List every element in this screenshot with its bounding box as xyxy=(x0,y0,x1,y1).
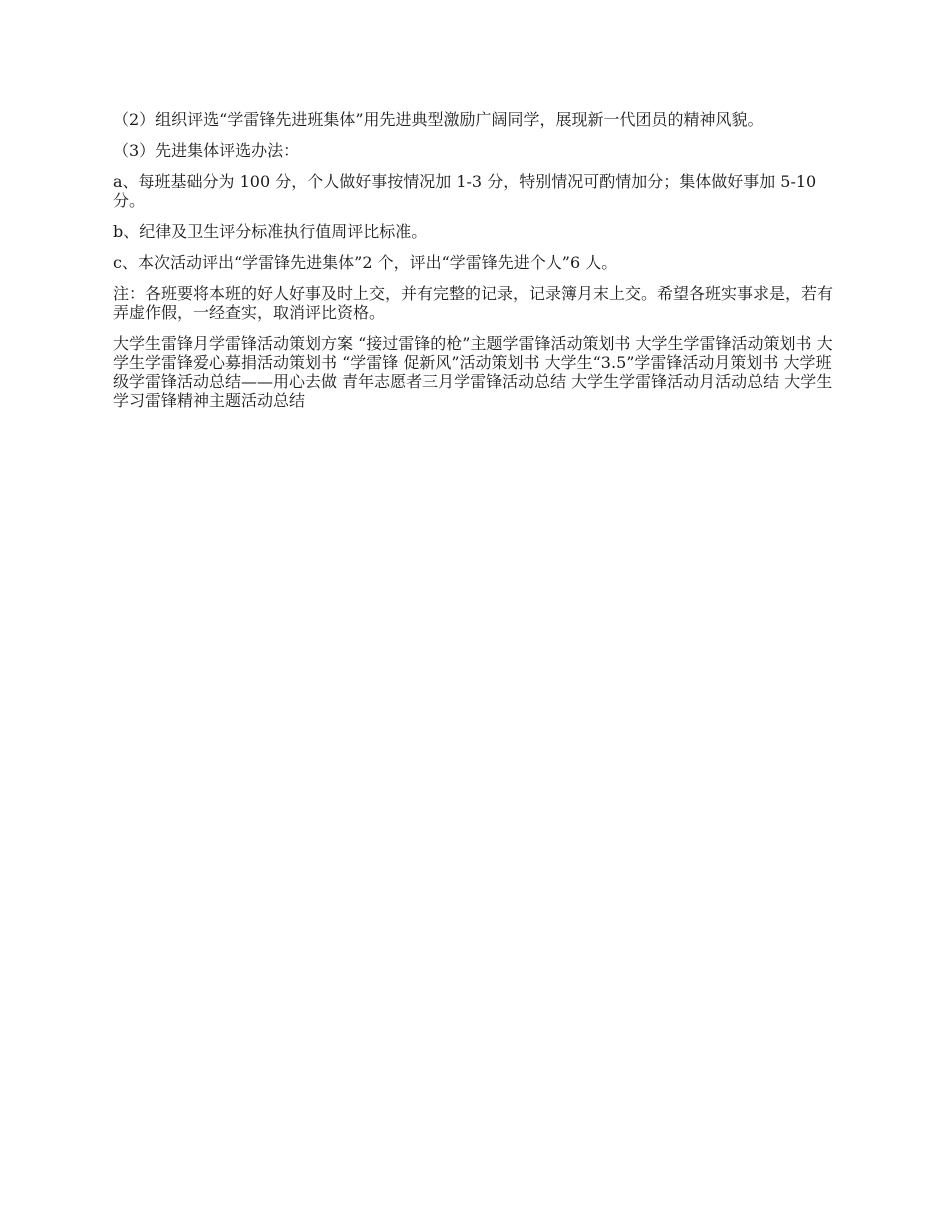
paragraph-related-titles: 大学生雷锋月学雷锋活动策划方案 “接过雷锋的枪”主题学雷锋活动策划书 大学生学雷锋活动策划书 大学生学雷锋爱心募捐活动策划书 “学雷锋 促新风”活动策划书 大学生“3.5”学雷锋活动月策划书 大学班级学雷锋活动总结——用心去做 青年志愿者三月学雷锋活动总结 大学生学雷锋活动月活动总结 大学生学习雷锋精神主题活动总结 xyxy=(113,334,833,410)
paragraph-evaluation-goal: （2）组织评选“学雷锋先进班集体”用先进典型激励广阔同学，展现新一代团员的精神风貌。 xyxy=(113,110,764,129)
paragraph-evaluation-method-heading: （3）先进集体评选办法： xyxy=(113,141,300,160)
paragraph-rule-c: c、本次活动评出“学雷锋先进集体”2 个，评出“学雷锋先进个人”6 人。 xyxy=(113,253,618,272)
paragraph-note: 注：各班要将本班的好人好事及时上交，并有完整的记录，记录簿月末上交。希望各班实事求是，若有弄虚作假，一经查实，取消评比资格。 xyxy=(113,284,834,322)
paragraph-rule-a: a、每班基础分为 100 分，个人做好事按情况加 1-3 分，特别情况可酌情加分；集体做好事加 5-10 分。 xyxy=(113,172,817,210)
paragraph-rule-b: b、纪律及卫生评分标准执行值周评比标准。 xyxy=(113,222,428,241)
document-page xyxy=(113,110,839,422)
